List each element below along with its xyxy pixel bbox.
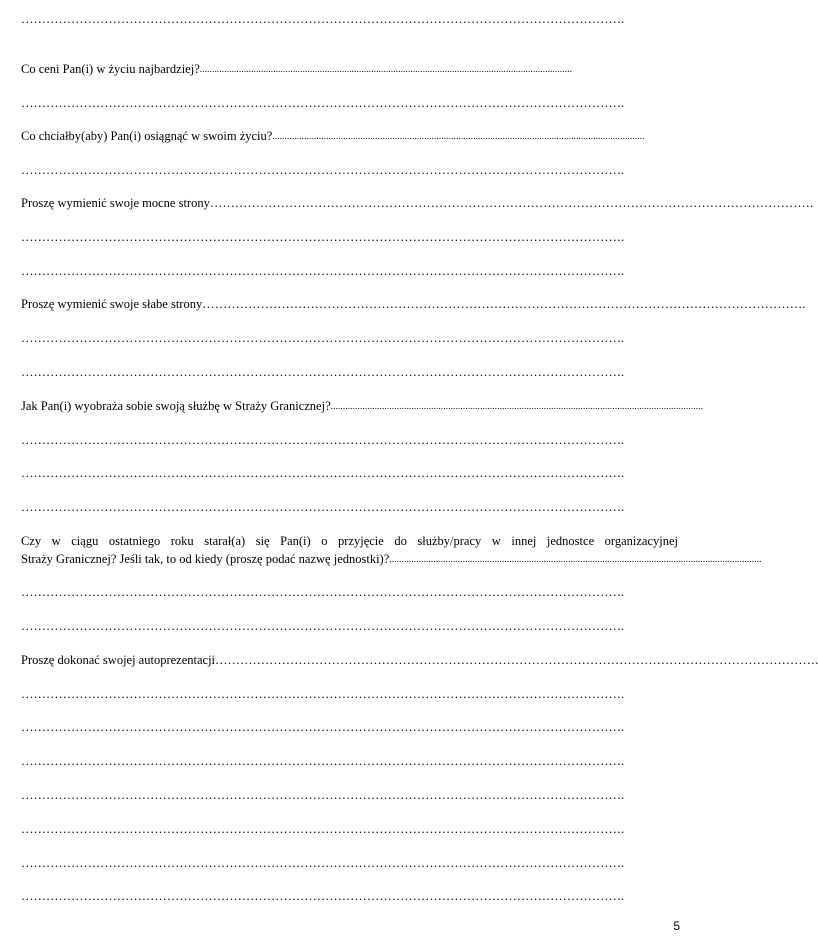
question-service xyxy=(21,398,704,414)
question-weaknesses xyxy=(21,296,806,312)
answer-line[interactable]: ………………………………………………………………………………………………………………………………. xyxy=(21,264,625,278)
question-self-presentation xyxy=(21,652,818,668)
answer-dots[interactable]: ........................................................................................................................................................ xyxy=(389,554,762,564)
question-strengths xyxy=(21,195,813,211)
question-text-line-1: Czy w ciągu ostatniego roku starał(a) się Pan(i) o przyjęcie do służby/pracy w innej jednostce organizacyjnej xyxy=(21,534,678,548)
answer-line[interactable]: ………………………………………………………………………………………………………………………………. xyxy=(21,466,625,480)
question-text: Proszę dokonać swojej autoprezentacji xyxy=(21,653,216,667)
answer-dots[interactable]: ........................................................................................................................................................ xyxy=(199,64,573,74)
question-text-line-2: Straży Granicznej? Jeśli tak, to od kiedy (proszę podać nazwę jednostki)? xyxy=(21,552,390,566)
answer-dots[interactable]: ........................................................................................................................................................ xyxy=(330,401,704,411)
question-text: Proszę wymienić swoje mocne strony xyxy=(21,196,210,210)
answer-line[interactable]: ………………………………………………………………………………………………………………………………. xyxy=(21,433,625,447)
answer-line[interactable]: ………………………………………………………………………………………………………………………………. xyxy=(21,96,625,110)
question-text: Co ceni Pan(i) w życiu najbardziej? xyxy=(21,62,200,76)
answer-line[interactable]: ………………………………………………………………………………………………………………………………. xyxy=(21,856,625,870)
question-text: Co chciałby(aby) Pan(i) osiągnąć w swoim życiu? xyxy=(21,129,273,143)
answer-line[interactable]: ………………………………………………………………………………………………………………………………. xyxy=(21,585,625,599)
question-text: Jak Pan(i) wyobraża sobie swoją służbę w Straży Granicznej? xyxy=(21,399,331,413)
answer-dots[interactable]: ………………………………………………………………………………………………………………………………. xyxy=(215,653,818,667)
answer-line[interactable]: ………………………………………………………………………………………………………………………………. xyxy=(21,500,625,514)
answer-dots[interactable]: ........................................................................................................................................................ xyxy=(272,131,645,141)
answer-line[interactable]: ………………………………………………………………………………………………………………………………. xyxy=(21,230,625,244)
answer-line[interactable]: ………………………………………………………………………………………………………………………………. xyxy=(21,788,625,802)
answer-line[interactable]: ………………………………………………………………………………………………………………………………. xyxy=(21,889,625,903)
answer-line[interactable]: ………………………………………………………………………………………………………………………………. xyxy=(21,365,625,379)
answer-line[interactable]: ………………………………………………………………………………………………………………………………. xyxy=(21,754,625,768)
answer-line[interactable]: ………………………………………………………………………………………………………………………………. xyxy=(21,619,625,633)
answer-line[interactable]: ………………………………………………………………………………………………………………………………. xyxy=(21,163,625,177)
question-text: Proszę wymienić swoje słabe strony xyxy=(21,297,203,311)
answer-line[interactable]: ………………………………………………………………………………………………………………………………. xyxy=(21,12,625,26)
question-goals xyxy=(21,128,678,144)
answer-line[interactable]: ………………………………………………………………………………………………………………………………. xyxy=(21,331,625,345)
answer-dots[interactable]: ………………………………………………………………………………………………………………………………. xyxy=(209,196,813,210)
answer-dots[interactable]: ………………………………………………………………………………………………………………………………. xyxy=(202,297,806,311)
answer-line[interactable]: ………………………………………………………………………………………………………………………………. xyxy=(21,687,625,701)
question-previous-application xyxy=(21,532,762,568)
answer-line[interactable]: ………………………………………………………………………………………………………………………………. xyxy=(21,720,625,734)
answer-line[interactable]: ………………………………………………………………………………………………………………………………. xyxy=(21,822,625,836)
page-number: 5 xyxy=(673,919,680,933)
question-values xyxy=(21,61,678,77)
